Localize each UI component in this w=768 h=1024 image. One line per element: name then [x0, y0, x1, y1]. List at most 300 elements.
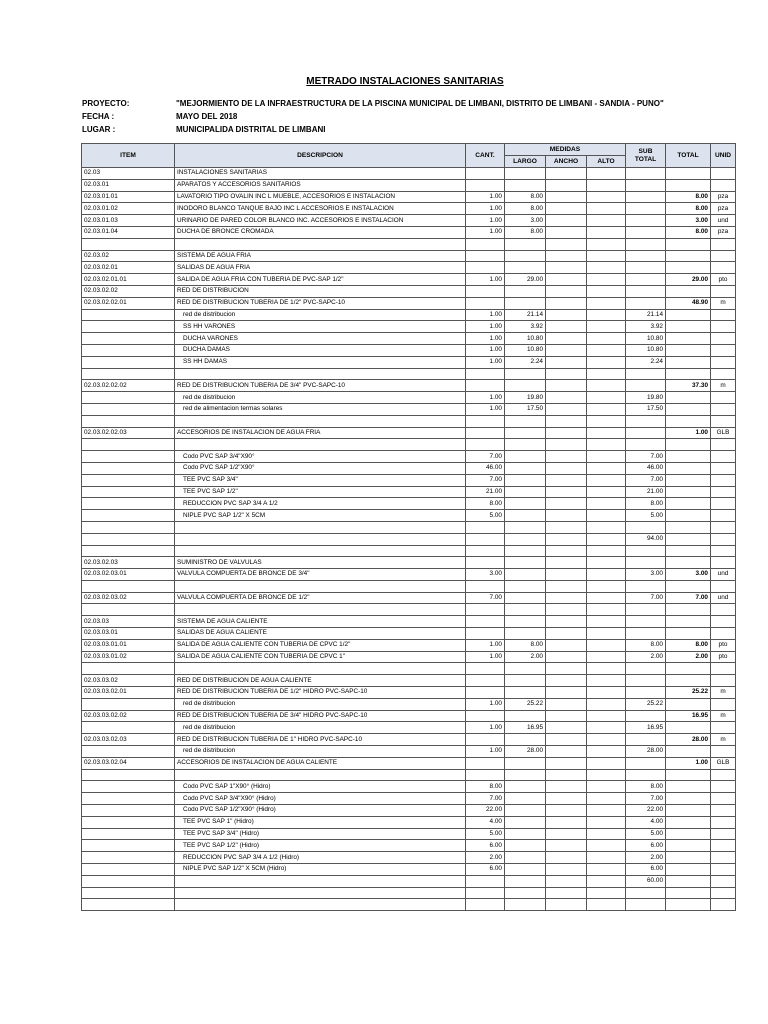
- cell-largo: 3.92: [505, 321, 546, 333]
- cell-descripcion: red de distribucion: [175, 392, 466, 404]
- cell-subtotal: 94.00: [626, 533, 666, 545]
- cell-unid: [711, 439, 736, 451]
- cell-total: [666, 545, 711, 557]
- cell-alto: [587, 462, 626, 474]
- cell-subtotal: [626, 769, 666, 781]
- cell-descripcion: [175, 238, 466, 250]
- col-largo: LARGO: [505, 156, 546, 168]
- cell-ancho: [546, 769, 587, 781]
- cell-cant: 5.00: [466, 828, 505, 840]
- cell-ancho: [546, 439, 587, 451]
- table-row: [82, 262, 736, 274]
- cell-item: 02.03.01.01: [82, 191, 175, 203]
- cell-total: [666, 462, 711, 474]
- cell-total: [666, 769, 711, 781]
- cell-total: 29.00: [666, 274, 711, 286]
- cell-subtotal: 8.00: [626, 498, 666, 510]
- cell-alto: [587, 864, 626, 876]
- cell-alto: [587, 887, 626, 899]
- table-row: [82, 757, 736, 769]
- cell-alto: [587, 498, 626, 510]
- table-row: [82, 415, 736, 427]
- cell-subtotal: 21.14: [626, 309, 666, 321]
- cell-subtotal: 2.00: [626, 651, 666, 663]
- cell-subtotal: [626, 203, 666, 215]
- cell-total: [666, 344, 711, 356]
- cell-descripcion: red de distribucion: [175, 722, 466, 734]
- cell-cant: 3.00: [466, 569, 505, 581]
- cell-total: [666, 722, 711, 734]
- cell-largo: [505, 168, 546, 180]
- cell-cant: [466, 887, 505, 899]
- cell-descripcion: LAVATORIO TIPO OVALIN INC L MUEBLE, ACCESORIOS E INSTALACION: [175, 191, 466, 203]
- cell-item: [82, 864, 175, 876]
- table-row: [82, 604, 736, 616]
- cell-total: [666, 498, 711, 510]
- cell-total: [666, 805, 711, 817]
- cell-item: [82, 510, 175, 522]
- table-row: [82, 344, 736, 356]
- table-row: [82, 380, 736, 392]
- cell-descripcion: RED DE DISTRIBUCION DE AGUA CALIENTE: [175, 675, 466, 687]
- cell-cant: [466, 439, 505, 451]
- cell-unid: [711, 521, 736, 533]
- cell-total: [666, 816, 711, 828]
- cell-largo: [505, 533, 546, 545]
- cell-largo: [505, 828, 546, 840]
- cell-unid: m: [711, 380, 736, 392]
- cell-descripcion: [175, 899, 466, 911]
- cell-cant: 1.00: [466, 356, 505, 368]
- cell-largo: [505, 899, 546, 911]
- cell-largo: 28.00: [505, 746, 546, 758]
- cell-ancho: [546, 639, 587, 651]
- cell-unid: m: [711, 297, 736, 309]
- cell-item: [82, 663, 175, 675]
- table-row: [82, 746, 736, 758]
- cell-cant: [466, 380, 505, 392]
- cell-total: 1.00: [666, 427, 711, 439]
- cell-item: [82, 451, 175, 463]
- cell-subtotal: 10.80: [626, 344, 666, 356]
- cell-item: 02.03.02.03: [82, 557, 175, 569]
- cell-item: 02.03.02.02.01: [82, 297, 175, 309]
- cell-cant: 2.00: [466, 852, 505, 864]
- cell-cant: [466, 533, 505, 545]
- cell-alto: [587, 415, 626, 427]
- cell-alto: [587, 580, 626, 592]
- cell-item: [82, 403, 175, 415]
- cell-total: [666, 510, 711, 522]
- cell-ancho: [546, 781, 587, 793]
- cell-descripcion: RED DE DISTRIBUCION TUBERIA DE 1/2" PVC-SAPC-10: [175, 297, 466, 309]
- cell-total: 7.00: [666, 592, 711, 604]
- cell-alto: [587, 793, 626, 805]
- cell-item: [82, 580, 175, 592]
- table-row: [82, 368, 736, 380]
- cell-descripcion: SALIDA DE AGUA FRIA CON TUBERIA DE PVC-SAP 1/2": [175, 274, 466, 286]
- cell-largo: [505, 781, 546, 793]
- cell-alto: [587, 533, 626, 545]
- cell-cant: 1.00: [466, 191, 505, 203]
- table-row: [82, 580, 736, 592]
- cell-cant: 7.00: [466, 474, 505, 486]
- cell-cant: [466, 628, 505, 640]
- cell-total: [666, 875, 711, 887]
- col-ancho: ANCHO: [546, 156, 587, 168]
- cell-subtotal: [626, 168, 666, 180]
- cell-total: [666, 356, 711, 368]
- table-row: [82, 840, 736, 852]
- cell-item: 02.03.02.01.01: [82, 274, 175, 286]
- cell-cant: [466, 521, 505, 533]
- cell-unid: [711, 238, 736, 250]
- cell-ancho: [546, 816, 587, 828]
- cell-total: [666, 604, 711, 616]
- cell-largo: [505, 675, 546, 687]
- cell-unid: [711, 498, 736, 510]
- cell-largo: [505, 486, 546, 498]
- cell-descripcion: TEE PVC SAP 1/2": [175, 486, 466, 498]
- cell-item: [82, 805, 175, 817]
- cell-unid: pto: [711, 274, 736, 286]
- cell-unid: [711, 545, 736, 557]
- cell-alto: [587, 746, 626, 758]
- cell-subtotal: [626, 415, 666, 427]
- cell-ancho: [546, 462, 587, 474]
- cell-subtotal: 5.00: [626, 510, 666, 522]
- cell-cant: 1.00: [466, 639, 505, 651]
- cell-item: [82, 545, 175, 557]
- cell-total: [666, 852, 711, 864]
- cell-item: [82, 816, 175, 828]
- table-row: [82, 168, 736, 180]
- cell-item: [82, 828, 175, 840]
- table-row: [82, 297, 736, 309]
- cell-descripcion: INODORO BLANCO TANQUE BAJO INC L ACCESORIOS E INSTALACION: [175, 203, 466, 215]
- cell-largo: [505, 628, 546, 640]
- cell-largo: [505, 250, 546, 262]
- cell-unid: [711, 451, 736, 463]
- cell-largo: [505, 592, 546, 604]
- cell-alto: [587, 781, 626, 793]
- cell-alto: [587, 710, 626, 722]
- cell-total: [666, 840, 711, 852]
- cell-total: [666, 250, 711, 262]
- cell-alto: [587, 828, 626, 840]
- cell-total: [666, 675, 711, 687]
- cell-cant: 1.00: [466, 403, 505, 415]
- cell-item: [82, 415, 175, 427]
- cell-subtotal: 8.00: [626, 781, 666, 793]
- cell-largo: [505, 557, 546, 569]
- cell-unid: [711, 344, 736, 356]
- cell-item: 02.03.03.01.01: [82, 639, 175, 651]
- cell-cant: 1.00: [466, 344, 505, 356]
- cell-descripcion: red de distribucion: [175, 746, 466, 758]
- cell-total: [666, 628, 711, 640]
- cell-subtotal: [626, 297, 666, 309]
- table-row: [82, 451, 736, 463]
- cell-descripcion: Codo PVC SAP 3/4"X90°: [175, 451, 466, 463]
- cell-alto: [587, 592, 626, 604]
- cell-unid: [711, 899, 736, 911]
- cell-descripcion: [175, 533, 466, 545]
- cell-unid: und: [711, 592, 736, 604]
- cell-unid: [711, 616, 736, 628]
- cell-largo: [505, 769, 546, 781]
- cell-subtotal: [626, 899, 666, 911]
- cell-subtotal: 46.00: [626, 462, 666, 474]
- cell-unid: [711, 285, 736, 297]
- table-row: [82, 592, 736, 604]
- cell-subtotal: [626, 226, 666, 238]
- cell-total: [666, 321, 711, 333]
- cell-alto: [587, 333, 626, 345]
- cell-unid: [711, 698, 736, 710]
- cell-item: [82, 899, 175, 911]
- cell-ancho: [546, 675, 587, 687]
- cell-item: [82, 604, 175, 616]
- cell-subtotal: 10.80: [626, 333, 666, 345]
- cell-alto: [587, 805, 626, 817]
- cell-cant: 1.00: [466, 203, 505, 215]
- cell-largo: [505, 580, 546, 592]
- cell-unid: [711, 828, 736, 840]
- cell-ancho: [546, 498, 587, 510]
- cell-alto: [587, 474, 626, 486]
- cell-alto: [587, 392, 626, 404]
- cell-descripcion: SS HH DAMAS: [175, 356, 466, 368]
- cell-unid: [711, 557, 736, 569]
- cell-cant: 8.00: [466, 781, 505, 793]
- cell-alto: [587, 639, 626, 651]
- cell-largo: [505, 179, 546, 191]
- cell-unid: m: [711, 687, 736, 699]
- cell-ancho: [546, 604, 587, 616]
- cell-item: 02.03.02: [82, 250, 175, 262]
- cell-unid: pto: [711, 639, 736, 651]
- cell-cant: 6.00: [466, 864, 505, 876]
- cell-alto: [587, 226, 626, 238]
- cell-descripcion: [175, 875, 466, 887]
- col-alto: ALTO: [587, 156, 626, 168]
- cell-ancho: [546, 510, 587, 522]
- cell-alto: [587, 238, 626, 250]
- cell-alto: [587, 179, 626, 191]
- cell-ancho: [546, 710, 587, 722]
- cell-alto: [587, 309, 626, 321]
- cell-ancho: [546, 569, 587, 581]
- cell-descripcion: RED DE DISTRIBUCION TUBERIA DE 1/2" HIDRO PVC-SAPC-10: [175, 687, 466, 699]
- cell-ancho: [546, 557, 587, 569]
- cell-item: [82, 698, 175, 710]
- cell-descripcion: red de alimentacion termas solares: [175, 403, 466, 415]
- header-value: "MEJORMIENTO DE LA INFRAESTRUCTURA DE LA PISCINA MUNICIPAL DE LIMBANI, DISTRITO DE LIMBANI - SANDIA - PUNO": [176, 99, 664, 108]
- cell-unid: m: [711, 734, 736, 746]
- cell-cant: 1.00: [466, 274, 505, 286]
- cell-descripcion: SALIDAS DE AGUA CALIENTE: [175, 628, 466, 640]
- cell-ancho: [546, 734, 587, 746]
- cell-subtotal: 25.22: [626, 698, 666, 710]
- cell-alto: [587, 816, 626, 828]
- cell-unid: [711, 533, 736, 545]
- cell-alto: [587, 616, 626, 628]
- cell-total: [666, 238, 711, 250]
- cell-item: [82, 498, 175, 510]
- cell-largo: 8.00: [505, 203, 546, 215]
- cell-subtotal: [626, 887, 666, 899]
- cell-total: [666, 415, 711, 427]
- cell-descripcion: REDUCCION PVC SAP 3/4 A 1/2: [175, 498, 466, 510]
- cell-ancho: [546, 616, 587, 628]
- cell-item: 02.03.03.01: [82, 628, 175, 640]
- col-descripcion: DESCRIPCION: [175, 144, 466, 168]
- cell-descripcion: REDUCCION PVC SAP 3/4 A 1/2 (Hidro): [175, 852, 466, 864]
- cell-item: 02.03.01: [82, 179, 175, 191]
- cell-total: [666, 521, 711, 533]
- cell-subtotal: 5.00: [626, 828, 666, 840]
- cell-total: [666, 887, 711, 899]
- cell-alto: [587, 545, 626, 557]
- cell-descripcion: TEE PVC SAP 1" (Hidro): [175, 816, 466, 828]
- cell-largo: 3.00: [505, 215, 546, 227]
- cell-alto: [587, 191, 626, 203]
- cell-alto: [587, 321, 626, 333]
- cell-item: 02.03.03.02.02: [82, 710, 175, 722]
- cell-ancho: [546, 250, 587, 262]
- cell-descripcion: NIPLE PVC SAP 1/2" X 5CM: [175, 510, 466, 522]
- cell-descripcion: ACCESORIOS DE INSTALACION DE AGUA FRIA: [175, 427, 466, 439]
- cell-ancho: [546, 356, 587, 368]
- cell-item: [82, 852, 175, 864]
- cell-item: 02.03.03.01.02: [82, 651, 175, 663]
- cell-subtotal: 19.80: [626, 392, 666, 404]
- col-medidas: MEDIDAS: [505, 144, 626, 156]
- cell-total: [666, 793, 711, 805]
- cell-total: [666, 333, 711, 345]
- cell-item: 02.03.02.03.01: [82, 569, 175, 581]
- cell-total: [666, 168, 711, 180]
- table-row: [82, 805, 736, 817]
- cell-largo: 8.00: [505, 639, 546, 651]
- cell-subtotal: 6.00: [626, 840, 666, 852]
- cell-total: [666, 486, 711, 498]
- cell-largo: 10.80: [505, 333, 546, 345]
- cell-alto: [587, 852, 626, 864]
- cell-item: [82, 238, 175, 250]
- cell-subtotal: 60.00: [626, 875, 666, 887]
- table-row: [82, 191, 736, 203]
- cell-total: [666, 368, 711, 380]
- cell-subtotal: 2.00: [626, 852, 666, 864]
- cell-item: [82, 533, 175, 545]
- col-cant: CANT.: [466, 144, 505, 168]
- header-lugar: [82, 125, 325, 134]
- cell-unid: [711, 781, 736, 793]
- cell-subtotal: [626, 580, 666, 592]
- cell-total: 8.00: [666, 191, 711, 203]
- cell-largo: [505, 285, 546, 297]
- cell-cant: 21.00: [466, 486, 505, 498]
- cell-ancho: [546, 380, 587, 392]
- cell-total: 3.00: [666, 215, 711, 227]
- table-row: [82, 462, 736, 474]
- cell-item: [82, 368, 175, 380]
- cell-subtotal: 6.00: [626, 864, 666, 876]
- cell-cant: 6.00: [466, 840, 505, 852]
- cell-ancho: [546, 226, 587, 238]
- cell-descripcion: NIPLE PVC SAP 1/2" X 5CM (Hidro): [175, 864, 466, 876]
- cell-alto: [587, 203, 626, 215]
- cell-item: 02.03.03.02.04: [82, 757, 175, 769]
- cell-alto: [587, 250, 626, 262]
- cell-subtotal: [626, 250, 666, 262]
- cell-total: [666, 392, 711, 404]
- cell-cant: [466, 415, 505, 427]
- cell-largo: 21.14: [505, 309, 546, 321]
- table-row: [82, 474, 736, 486]
- cell-total: [666, 285, 711, 297]
- cell-cant: [466, 899, 505, 911]
- cell-ancho: [546, 592, 587, 604]
- cell-alto: [587, 698, 626, 710]
- cell-ancho: [546, 451, 587, 463]
- header-value: MAYO DEL 2018: [176, 112, 238, 121]
- table-row: [82, 427, 736, 439]
- cell-total: 25.22: [666, 687, 711, 699]
- cell-cant: [466, 297, 505, 309]
- table-row: [82, 852, 736, 864]
- cell-alto: [587, 769, 626, 781]
- cell-subtotal: [626, 215, 666, 227]
- cell-alto: [587, 451, 626, 463]
- cell-ancho: [546, 722, 587, 734]
- cell-subtotal: [626, 439, 666, 451]
- cell-largo: [505, 262, 546, 274]
- cell-descripcion: SISTEMA DE AGUA FRIA: [175, 250, 466, 262]
- cell-unid: [711, 179, 736, 191]
- cell-subtotal: 22.00: [626, 805, 666, 817]
- cell-alto: [587, 899, 626, 911]
- col-unid: UNID: [711, 144, 736, 168]
- table-row: [82, 675, 736, 687]
- cell-alto: [587, 651, 626, 663]
- cell-subtotal: 3.00: [626, 569, 666, 581]
- cell-ancho: [546, 344, 587, 356]
- cell-cant: [466, 285, 505, 297]
- cell-cant: 22.00: [466, 805, 505, 817]
- cell-unid: [711, 415, 736, 427]
- cell-total: 37.30: [666, 380, 711, 392]
- cell-largo: [505, 451, 546, 463]
- cell-cant: [466, 427, 505, 439]
- cell-ancho: [546, 698, 587, 710]
- cell-unid: [711, 840, 736, 852]
- cell-unid: [711, 356, 736, 368]
- cell-total: [666, 663, 711, 675]
- cell-unid: [711, 262, 736, 274]
- cell-subtotal: 4.00: [626, 816, 666, 828]
- header-fecha: [82, 112, 237, 121]
- cell-subtotal: [626, 628, 666, 640]
- cell-unid: [711, 628, 736, 640]
- cell-item: 02.03.02.02.03: [82, 427, 175, 439]
- cell-subtotal: 7.00: [626, 474, 666, 486]
- cell-ancho: [546, 309, 587, 321]
- cell-cant: [466, 250, 505, 262]
- cell-cant: [466, 368, 505, 380]
